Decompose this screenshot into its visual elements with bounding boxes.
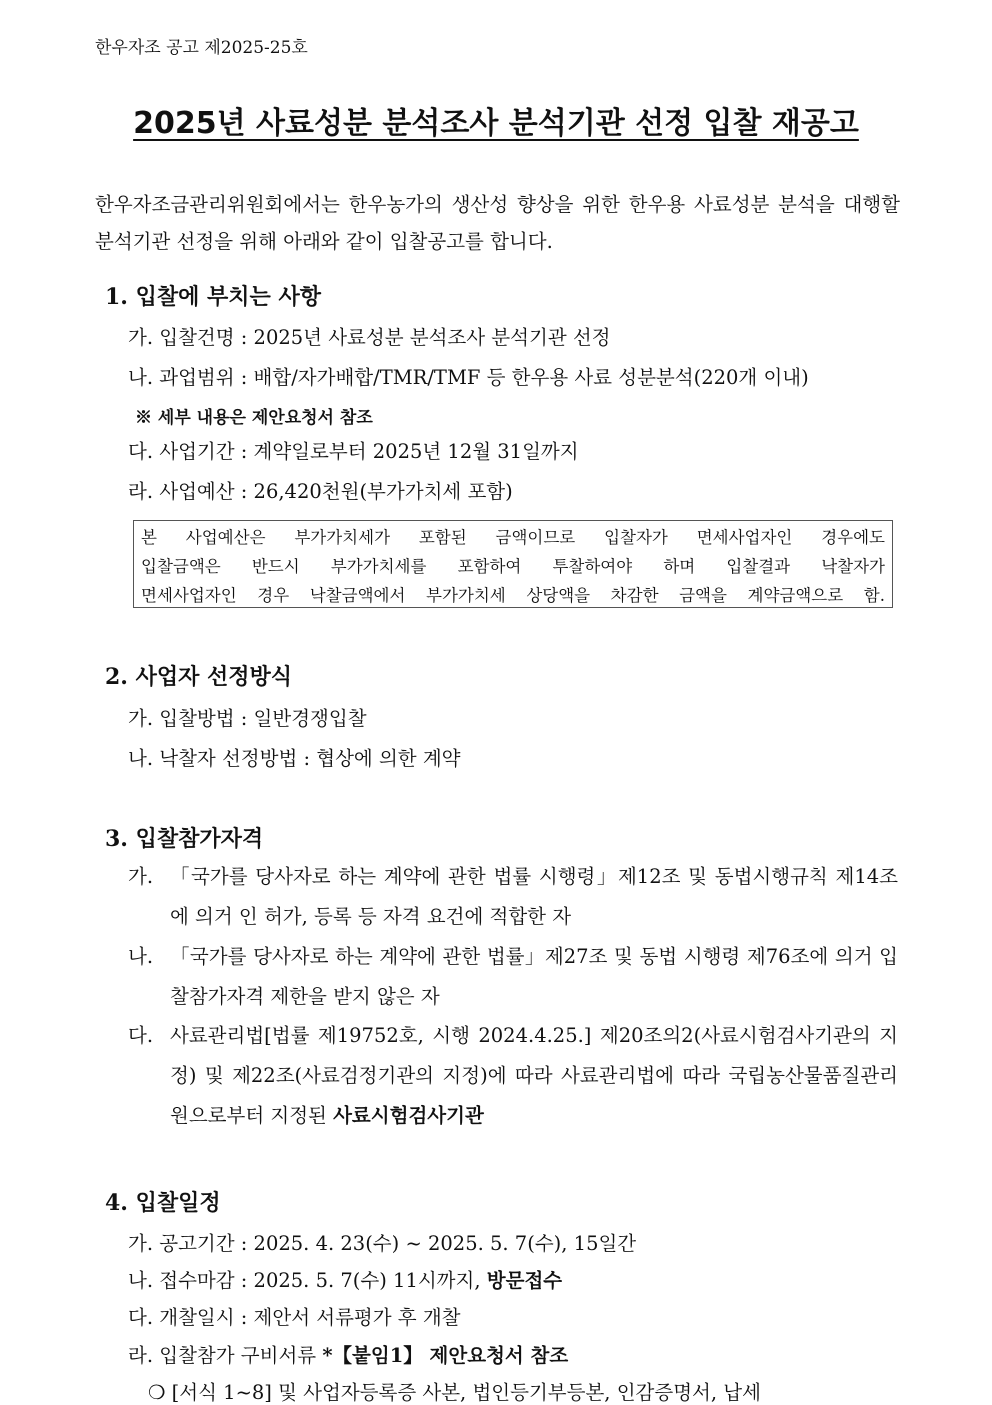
budget-notice-line: 본 사업예산은 부가가치세가 포함된 금액이므로 입찰자가 면세사업자인 경우에도 — [141, 528, 885, 547]
section-2-heading: 2. 사업자 선정방식 — [105, 664, 293, 690]
section-1-note: ※ 세부 내용은 제안요청서 참조 — [135, 408, 373, 428]
item-text: 나. 접수마감 : 2025. 5. 7(수) 11시까지, — [128, 1269, 487, 1292]
section-1-item-d: 라. 사업예산 : 26,420천원(부가가치세 포함) — [128, 480, 513, 503]
title-text: 2025년 사료성분 분석조사 분석기관 선정 입찰 재공고 — [133, 106, 859, 141]
item-marker: 나. — [128, 945, 154, 968]
document-number: 한우자조 공고 제2025-25호 — [95, 38, 308, 58]
section-2-item-a: 가. 입찰방법 : 일반경쟁입찰 — [128, 707, 367, 730]
section-4-sub-item: ❍ [서식 1~8] 및 사업자등록증 사본, 법인등기부등본, 인감증명서, 납세 — [148, 1381, 761, 1404]
budget-notice-line: 입찰금액은 반드시 부가가치세를 포함하여 투찰하여야 하며 입찰결과 낙찰자가 — [141, 557, 885, 576]
intro-paragraph: 한우자조금관리위원회에서는 한우농가의 생산성 향상을 위한 한우용 사료성분 분석을 대행할 분석기관 선정을 위해 아래와 같이 입찰공고를 합니다. — [95, 193, 900, 253]
section-2-item-b: 나. 낙찰자 선정방법 : 협상에 의한 계약 — [128, 747, 461, 770]
section-4-item-b — [128, 1265, 898, 1293]
item-marker: 다. — [128, 1024, 154, 1047]
item-bold-text: *【붙임1】 제안요청서 참조 — [322, 1344, 569, 1367]
section-4-item-d — [128, 1340, 898, 1368]
section-1-item-c: 다. 사업기간 : 계약일로부터 2025년 12월 31일까지 — [128, 440, 579, 463]
budget-notice-line: 면세사업자인 경우 낙찰금액에서 부가가치세 상당액을 차감한 금액을 계약금액으로 함. — [141, 586, 885, 605]
section-3-item-b — [128, 937, 898, 1017]
section-4-item-a: 가. 공고기간 : 2025. 4. 23(수) ~ 2025. 5. 7(수), 15일간 — [128, 1232, 637, 1255]
budget-notice-box — [133, 520, 893, 608]
section-4-heading: 4. 입찰일정 — [105, 1190, 221, 1216]
item-text: 「국가를 당사자로 하는 계약에 관한 법률 시행령」제12조 및 동법시행규칙 제14조에 의거 인 허가, 등록 등 자격 요건에 적합한 자 — [170, 865, 898, 928]
section-1-item-a: 가. 입찰건명 : 2025년 사료성분 분석조사 분석기관 선정 — [128, 326, 611, 349]
item-text: 사료관리법[법률 제19752호, 시행 2024.4.25.] 제20조의2(사료시험검사기관의 지정) 및 제22조(사료검정기관의 지정)에 따라 사료관리법에 따라 국립농산물품질관리원으로부터 지정된 — [170, 1024, 898, 1127]
page-title — [0, 98, 992, 142]
item-marker: 가. — [128, 865, 154, 888]
section-4-item-c: 다. 개찰일시 : 제안서 서류평가 후 개찰 — [128, 1306, 461, 1329]
item-text: 라. 입찰참가 구비서류 — [128, 1344, 323, 1367]
item-text-wrap — [128, 1016, 898, 1136]
item-text: 「국가를 당사자로 하는 계약에 관한 법률」제27조 및 동법 시행령 제76조에 의거 입찰참가자격 제한을 받지 않은 자 — [170, 945, 898, 1008]
item-bold-text: 사료시험검사기관 — [333, 1104, 484, 1127]
section-3-heading: 3. 입찰참가자격 — [105, 826, 264, 852]
section-3-item-c — [128, 1016, 898, 1136]
item-bold-text: 방문접수 — [486, 1269, 563, 1292]
section-3-item-a — [128, 857, 898, 937]
section-1-heading: 1. 입찰에 부치는 사항 — [105, 284, 321, 310]
section-1-item-b: 나. 과업범위 : 배합/자가배합/TMR/TMF 등 한우용 사료 성분분석(220개 이내) — [128, 366, 809, 389]
